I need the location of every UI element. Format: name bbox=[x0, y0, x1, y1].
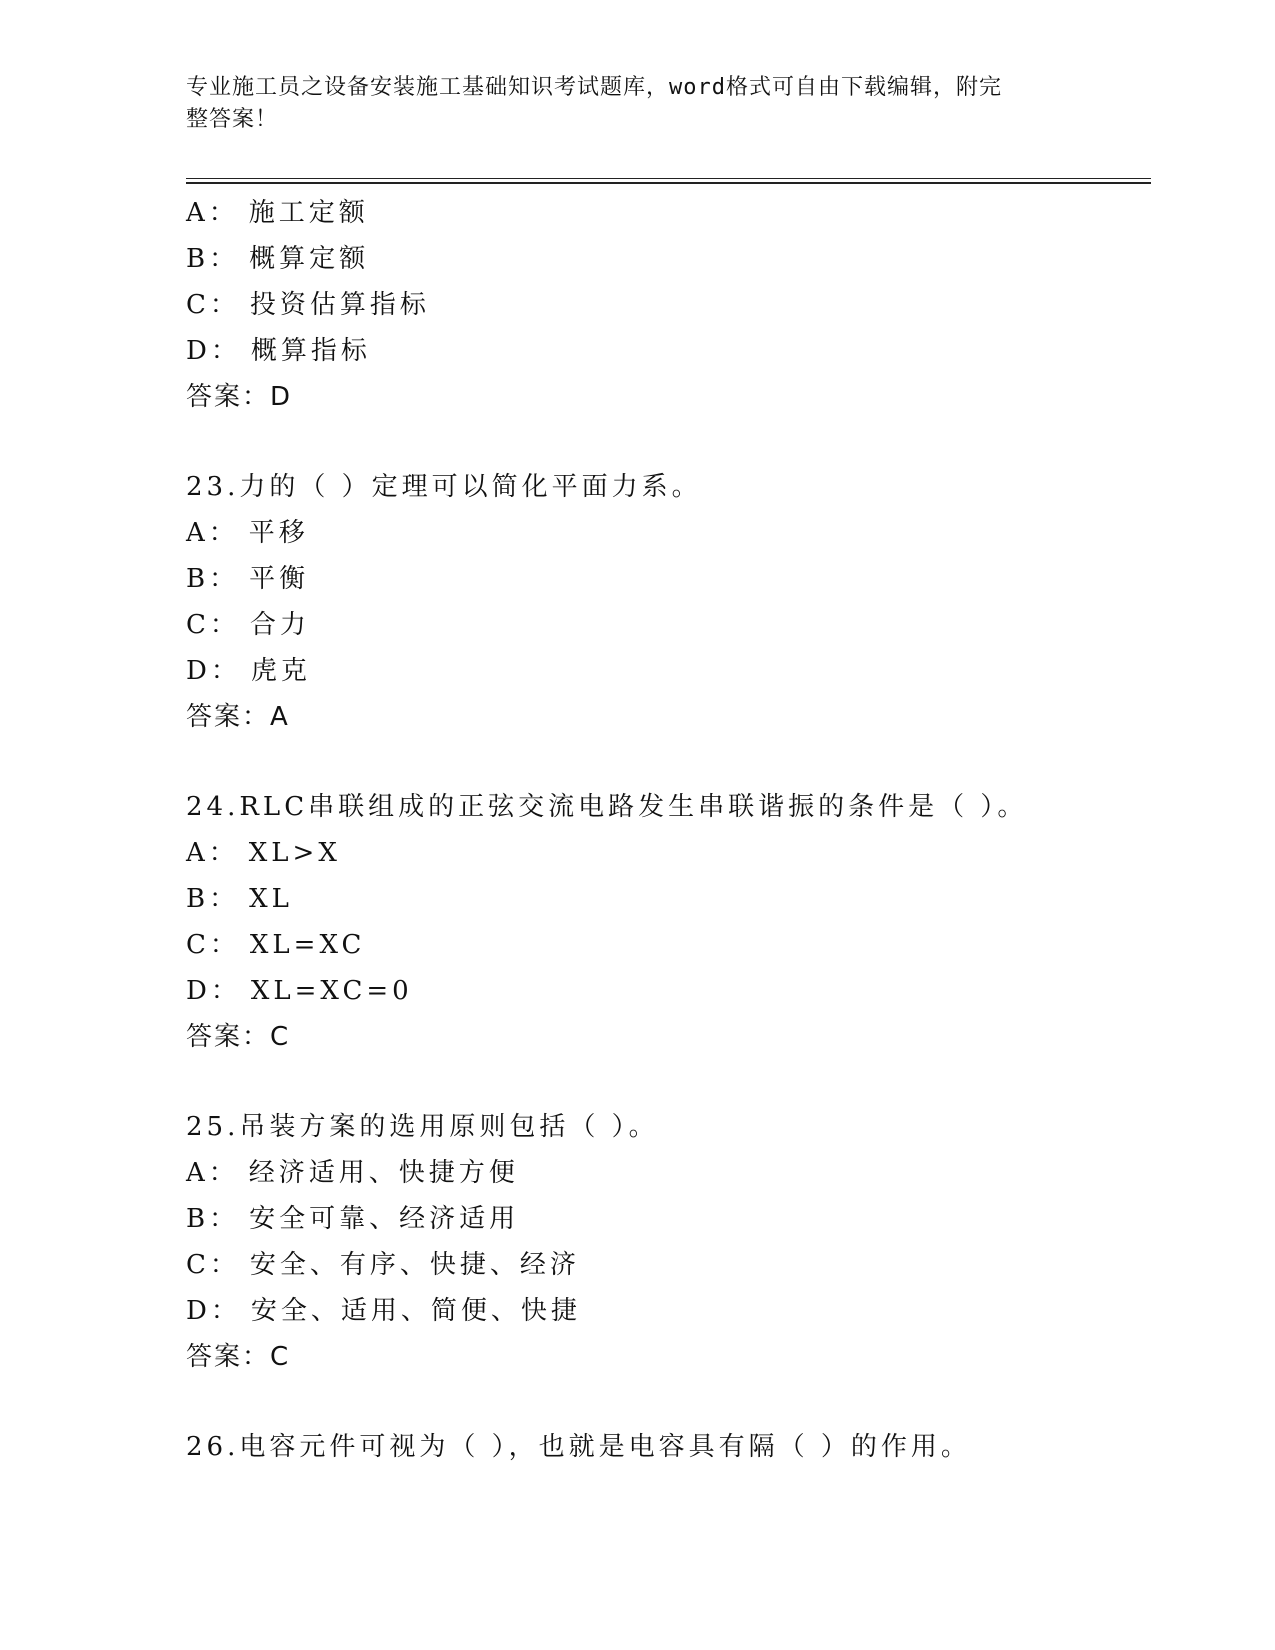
question-stem: 24.RLC串联组成的正弦交流电路发生串联谐振的条件是（ ）。 bbox=[186, 792, 1028, 822]
option-a bbox=[186, 510, 1146, 556]
option-text: 合力 bbox=[249, 610, 310, 640]
option-b bbox=[186, 556, 1146, 602]
option-key: B： bbox=[186, 244, 240, 274]
option-key: D： bbox=[186, 1296, 241, 1326]
answer-line: 答案：C bbox=[186, 1342, 291, 1372]
option-key: B： bbox=[186, 1204, 240, 1234]
option-text: 概算指标 bbox=[250, 336, 371, 366]
option-key: D： bbox=[186, 336, 241, 366]
option-key: A： bbox=[186, 1158, 239, 1188]
header-line-1: 专业施工员之设备安装施工基础知识考试题库，word格式可自由下载编辑，附完 bbox=[186, 75, 1002, 100]
option-text: XL bbox=[249, 884, 293, 914]
option-a bbox=[186, 1150, 1146, 1196]
option-a bbox=[186, 830, 1146, 876]
option-key: A： bbox=[186, 198, 239, 228]
header-divider-thin bbox=[186, 178, 1151, 179]
option-text: 施工定额 bbox=[248, 198, 369, 228]
option-b bbox=[186, 1196, 1146, 1242]
option-c bbox=[186, 1242, 1146, 1288]
option-d bbox=[186, 1288, 1146, 1334]
option-text: 投资估算指标 bbox=[249, 290, 430, 320]
option-key: A： bbox=[186, 838, 239, 868]
question-block-23 bbox=[186, 464, 1146, 740]
option-text: 安全、适用、简便、快捷 bbox=[250, 1296, 581, 1326]
question-block-22 bbox=[186, 190, 1146, 420]
header-line-2: 整答案！ bbox=[186, 107, 279, 132]
option-text: 平衡 bbox=[249, 564, 310, 594]
option-text: XL=XC=0 bbox=[250, 976, 413, 1006]
answer-line: 答案：A bbox=[186, 702, 290, 732]
option-a bbox=[186, 190, 1146, 236]
option-key: D： bbox=[186, 656, 241, 686]
option-text: 平移 bbox=[248, 518, 309, 548]
question-stem: 23.力的（ ）定理可以简化平面力系。 bbox=[186, 472, 702, 502]
option-text: 虎克 bbox=[250, 656, 311, 686]
option-text: 经济适用、快捷方便 bbox=[248, 1158, 519, 1188]
question-list bbox=[186, 190, 1146, 1470]
option-text: 概算定额 bbox=[249, 244, 370, 274]
option-c bbox=[186, 602, 1146, 648]
question-stem: 26.电容元件可视为（ ），也就是电容具有隔（ ）的作用。 bbox=[186, 1432, 971, 1462]
option-text: 安全可靠、经济适用 bbox=[249, 1204, 520, 1234]
option-text: XL=XC bbox=[249, 930, 366, 960]
option-c bbox=[186, 922, 1146, 968]
question-block-26 bbox=[186, 1424, 1146, 1470]
option-c bbox=[186, 282, 1146, 328]
question-block-25 bbox=[186, 1104, 1146, 1380]
option-d bbox=[186, 328, 1146, 374]
option-key: A： bbox=[186, 518, 239, 548]
answer-line: 答案：D bbox=[186, 382, 293, 412]
answer-line: 答案：C bbox=[186, 1022, 291, 1052]
option-b bbox=[186, 236, 1146, 282]
option-key: C： bbox=[186, 290, 240, 320]
document-header bbox=[186, 72, 1066, 136]
option-key: C： bbox=[186, 610, 240, 640]
option-text: 安全、有序、快捷、经济 bbox=[249, 1250, 580, 1280]
option-d bbox=[186, 648, 1146, 694]
option-d bbox=[186, 968, 1146, 1014]
option-text: XL>X bbox=[248, 838, 341, 868]
question-stem: 25.吊装方案的选用原则包括（ ）。 bbox=[186, 1112, 659, 1142]
question-block-24 bbox=[186, 784, 1146, 1060]
header-divider-thick bbox=[186, 182, 1151, 184]
option-key: C： bbox=[186, 930, 240, 960]
option-key: C： bbox=[186, 1250, 240, 1280]
option-key: D： bbox=[186, 976, 241, 1006]
option-b bbox=[186, 876, 1146, 922]
option-key: B： bbox=[186, 884, 240, 914]
option-key: B： bbox=[186, 564, 240, 594]
